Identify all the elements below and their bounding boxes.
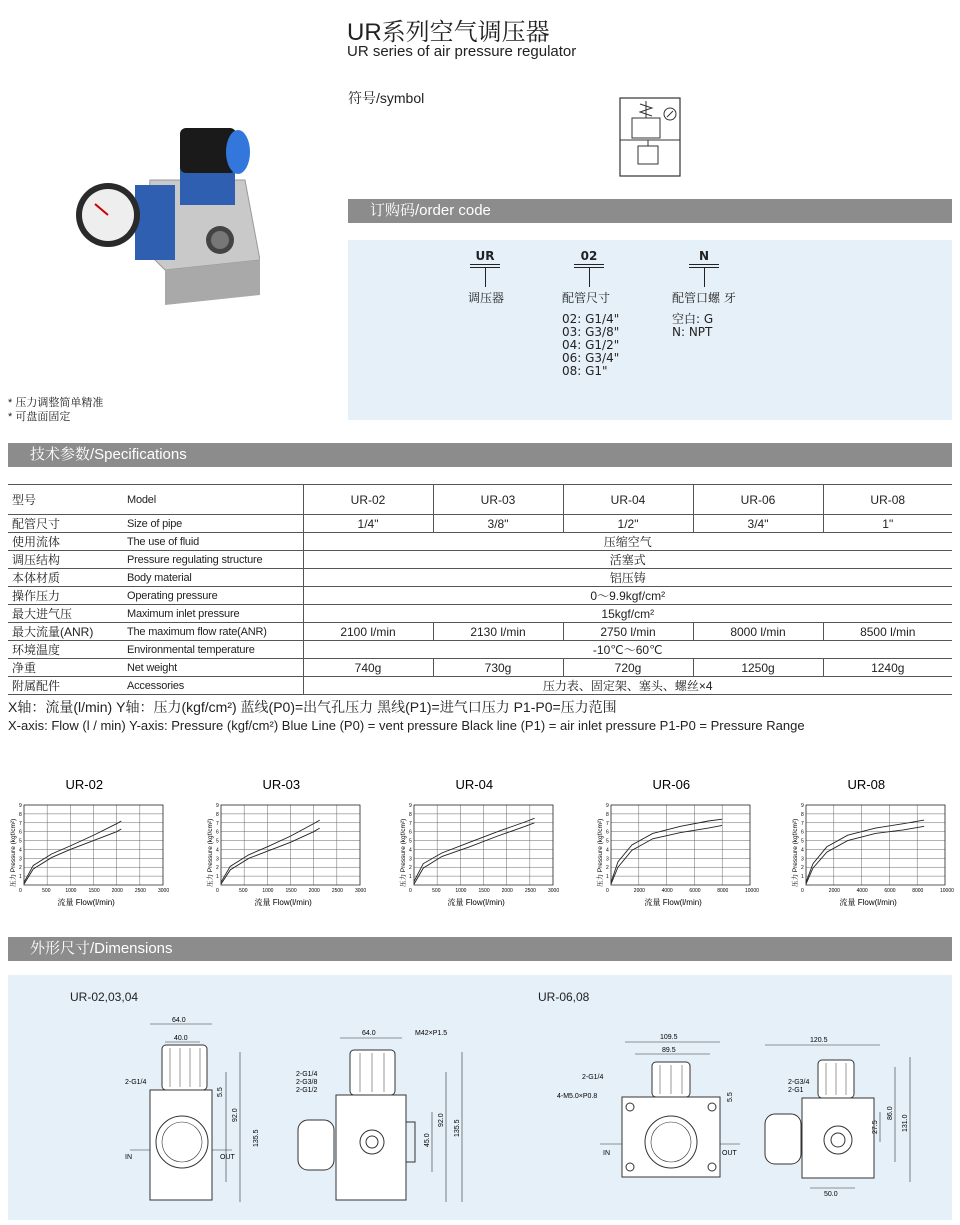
y-tick-label: 9 [409, 803, 412, 809]
x-tick-label: 500 [42, 888, 51, 894]
spec-label-cn: 使用流体 [8, 533, 123, 551]
series-line [24, 821, 121, 882]
spec-value: 活塞式 [303, 551, 952, 569]
y-tick-label: 6 [801, 829, 804, 836]
y-tick-label: 6 [19, 829, 22, 836]
y-tick-label: 2 [409, 865, 412, 872]
spec-label-en: Body material [123, 569, 303, 587]
y-tick-label: 8 [606, 811, 609, 818]
spec-value: 0～9.9kgf/cm² [303, 587, 952, 605]
y-tick-label: 1 [216, 874, 219, 881]
x-tick-label: 2000 [308, 888, 320, 894]
dimensions-bar: 外形尺寸/Dimensions [8, 937, 952, 961]
feature-1: * 压力调整简单精准 [8, 397, 104, 409]
y-tick-label: 3 [606, 856, 609, 863]
x-tick-label: 8000 [912, 888, 924, 894]
model-ur-02: UR-02 [303, 485, 433, 515]
y-axis-label: 压力 Pressure (kgf/cm²) [207, 818, 214, 887]
y-tick-label: 3 [409, 856, 412, 863]
spec-label-en: Environmental temperature [123, 641, 303, 659]
y-tick-label: 2 [801, 865, 804, 872]
label-out-d1: OUT [220, 1154, 235, 1161]
code-underline [574, 264, 604, 265]
flow-chart [8, 775, 183, 915]
y-tick-label: 7 [216, 820, 219, 827]
x-tick-label: 1500 [285, 888, 297, 894]
symbol-label: 符号/symbol [348, 90, 425, 106]
x-tick-label: 2500 [524, 888, 536, 894]
y-tick-label: 2 [606, 865, 609, 872]
spec-value: 压力表、固定架、塞头、螺丝×4 [303, 677, 952, 695]
plot-frame [806, 805, 945, 885]
spec-row [8, 515, 952, 533]
x-tick-label: 6000 [689, 888, 701, 894]
dim-port-d2-a: 2-G1/4 [296, 1071, 318, 1078]
code-stem [589, 267, 590, 287]
x-tick-label: 2000 [828, 888, 840, 894]
dim-label-left: UR-02,03,04 [70, 990, 139, 1004]
spec-label-cn: 附属配件 [8, 677, 123, 695]
spec-label-cn: 操作压力 [8, 587, 123, 605]
spec-value: 2130 l/min [433, 623, 563, 641]
order-code-thread: N [698, 249, 710, 263]
product-image [70, 120, 260, 310]
spec-value: 2750 l/min [563, 623, 693, 641]
order-options-size: 02: G1/4" 03: G3/8" 04: G1/2" 06: G3/4" 08: G1" [562, 312, 620, 378]
spec-label-en: Maximum inlet pressure [123, 605, 303, 623]
chart-title: UR-03 [262, 777, 301, 792]
dim-h-top-d1: 5.5 [217, 1087, 224, 1097]
spec-value: 8000 l/min [693, 623, 823, 641]
spec-value: 8500 l/min [823, 623, 952, 641]
model-ur-04: UR-04 [563, 485, 693, 515]
y-tick-label: 4 [19, 847, 22, 854]
y-tick-label: 5 [409, 838, 412, 845]
y-tick-label: 9 [606, 803, 609, 809]
drawing-ur-06-front [557, 1034, 740, 1177]
dim-screw-d3: 4-M5.0×P0.8 [557, 1093, 598, 1100]
spec-label-en: Accessories [123, 677, 303, 695]
x-axis-label: 流量 Flow(l/min) [447, 898, 505, 907]
x-tick-label: 2000 [501, 888, 513, 894]
y-tick-label: 5 [19, 838, 22, 845]
x-tick-label: 4000 [856, 888, 868, 894]
dim-port-d2-c: 2-G1/2 [296, 1087, 318, 1094]
x-tick-label: 10000 [940, 888, 954, 894]
spec-value: 2100 l/min [303, 623, 433, 641]
chart-title: UR-08 [847, 777, 886, 792]
x-axis-label: 流量 Flow(l/min) [254, 898, 312, 907]
x-tick-label: 500 [239, 888, 248, 894]
dim-w-d2: 64.0 [362, 1030, 376, 1037]
dim-w-inner: 40.0 [174, 1035, 188, 1042]
y-axis-label: 压力 Pressure (kgf/cm²) [10, 818, 17, 887]
order-label-regulator: 调压器 [468, 291, 505, 305]
spec-value: 3/4" [693, 515, 823, 533]
drawing-ur-02-front [125, 1017, 260, 1202]
x-tick-label: 0 [606, 888, 609, 894]
dim-h-c-d2: 135.5 [454, 1119, 461, 1137]
spec-value: 720g [563, 659, 693, 677]
order-label-size: 配管尺寸 [562, 291, 611, 305]
dimension-drawings [110, 1012, 950, 1217]
y-tick-label: 8 [19, 811, 22, 818]
x-tick-label: 0 [801, 888, 804, 894]
spec-label-cn: 配管尺寸 [8, 515, 123, 533]
y-axis-label: 压力 Pressure (kgf/cm²) [792, 818, 799, 887]
x-tick-label: 3000 [548, 888, 560, 894]
y-tick-label: 8 [409, 811, 412, 818]
code-stem [485, 267, 486, 287]
x-tick-label: 500 [432, 888, 441, 894]
spec-label-cn: 调压结构 [8, 551, 123, 569]
order-code-panel [348, 240, 952, 420]
spec-label-en: Net weight [123, 659, 303, 677]
series-line [221, 828, 320, 884]
y-tick-label: 9 [801, 803, 804, 809]
dim-h-b-d4: 86.0 [887, 1106, 894, 1120]
y-tick-label: 9 [19, 803, 22, 809]
flow-chart [205, 775, 380, 915]
order-code-size: 02 [580, 249, 598, 263]
x-axis-label: 流量 Flow(l/min) [644, 898, 702, 907]
x-tick-label: 1500 [478, 888, 490, 894]
series-line [806, 826, 924, 884]
y-tick-label: 4 [409, 847, 412, 854]
axis-note-en: X-axis: Flow (l / min) Y-axis: Pressure (kgf/cm²) Blue Line (P0) = vent pressure Black line (P1) = air inlet pressure P1-P0 = Pressure Range [8, 718, 805, 733]
y-tick-label: 6 [216, 829, 219, 836]
y-tick-label: 4 [216, 847, 219, 854]
x-tick-label: 1000 [65, 888, 77, 894]
y-tick-label: 5 [801, 838, 804, 845]
spec-label-en: Pressure regulating structure [123, 551, 303, 569]
page-title-en: UR series of air pressure regulator [347, 43, 577, 60]
spec-label-en: The use of fluid [123, 533, 303, 551]
spec-value: 1250g [693, 659, 823, 677]
dim-h-a-d4: 27.5 [872, 1120, 879, 1134]
spec-row [8, 677, 952, 695]
x-tick-label: 2000 [111, 888, 123, 894]
axis-note-cn: X轴：流量(l/min) Y轴：压力(kgf/cm²) 蓝线(P0)=出气孔压力 黑线(P1)=进气口压力 P1-P0=压力范围 [8, 699, 617, 715]
spec-value: 1/2" [563, 515, 693, 533]
x-tick-label: 0 [216, 888, 219, 894]
chart-title: UR-02 [65, 777, 104, 792]
y-tick-label: 1 [19, 874, 22, 881]
dim-port-d1: 2-G1/4 [125, 1079, 147, 1086]
spec-row [8, 533, 952, 551]
x-tick-label: 0 [19, 888, 22, 894]
spec-label-cn: 净重 [8, 659, 123, 677]
dim-w-outer: 64.0 [172, 1017, 186, 1024]
dim-h-top-d3: 5.5 [727, 1092, 734, 1102]
spec-label-en: The maximum flow rate(ANR) [123, 623, 303, 641]
spec-label-cn: 本体材质 [8, 569, 123, 587]
spec-row [8, 659, 952, 677]
spec-row [8, 641, 952, 659]
dim-port-d4-a: 2-G3/4 [788, 1079, 810, 1086]
spec-header-row [8, 485, 952, 515]
spec-value: 铝压铸 [303, 569, 952, 587]
spec-row [8, 623, 952, 641]
y-tick-label: 5 [216, 838, 219, 845]
y-tick-label: 1 [801, 874, 804, 881]
spec-label-cn: 环境温度 [8, 641, 123, 659]
flow-chart [398, 775, 573, 915]
spec-value: 1" [823, 515, 952, 533]
order-code-ur: UR [475, 249, 495, 263]
x-tick-label: 6000 [884, 888, 896, 894]
y-tick-label: 2 [19, 865, 22, 872]
series-line [221, 820, 320, 882]
chart-title: UR-06 [652, 777, 691, 792]
x-tick-label: 4000 [661, 888, 673, 894]
spec-row [8, 587, 952, 605]
chart-title: UR-04 [455, 777, 494, 792]
code-stem [704, 267, 705, 287]
y-tick-label: 2 [216, 865, 219, 872]
model-ur-06: UR-06 [693, 485, 823, 515]
regulator-symbol [618, 96, 682, 178]
y-axis-label: 压力 Pressure (kgf/cm²) [400, 818, 407, 887]
x-tick-label: 1500 [88, 888, 100, 894]
dim-h-b-d2: 92.0 [438, 1113, 445, 1127]
spec-table [8, 484, 952, 695]
dim-label-right: UR-06,08 [538, 990, 590, 1004]
dim-thread-d2: M42×P1.5 [415, 1030, 448, 1037]
x-tick-label: 10000 [745, 888, 759, 894]
y-axis-label: 压力 Pressure (kgf/cm²) [597, 818, 604, 887]
drawing-ur-02-side [296, 1030, 462, 1202]
feature-2: * 可盘面固定 [8, 411, 71, 423]
code-underline [470, 264, 500, 265]
flow-chart [595, 775, 770, 915]
dim-port-d3: 2-G1/4 [582, 1074, 604, 1081]
y-tick-label: 8 [801, 811, 804, 818]
spec-row [8, 605, 952, 623]
y-tick-label: 6 [606, 829, 609, 836]
label-in-d1: IN [125, 1154, 132, 1161]
dim-w-bottom-d4: 50.0 [824, 1191, 838, 1198]
label-out-d3: OUT [722, 1150, 737, 1157]
dim-h-total-d1: 135.5 [253, 1129, 260, 1147]
series-line [414, 823, 534, 884]
spec-header-cn: 型号 [8, 485, 123, 515]
series-line [24, 829, 121, 884]
label-in-d3: IN [603, 1150, 610, 1157]
page-title-cn: UR系列空气调压器 [347, 19, 550, 46]
spec-label-en: Size of pipe [123, 515, 303, 533]
y-tick-label: 7 [409, 820, 412, 827]
x-tick-label: 0 [409, 888, 412, 894]
spec-label-en: Operating pressure [123, 587, 303, 605]
y-tick-label: 5 [606, 838, 609, 845]
x-tick-label: 2500 [134, 888, 146, 894]
y-tick-label: 7 [19, 820, 22, 827]
dim-h-mid-d1: 92.0 [232, 1108, 239, 1122]
spec-header-en: Model [123, 485, 303, 515]
dim-w-d4: 120.5 [810, 1037, 828, 1044]
y-tick-label: 7 [606, 820, 609, 827]
x-tick-label: 1000 [262, 888, 274, 894]
spec-value: 15kgf/cm² [303, 605, 952, 623]
model-ur-03: UR-03 [433, 485, 563, 515]
spec-value: 3/8" [433, 515, 563, 533]
dim-port-d2-b: 2-G3/8 [296, 1079, 318, 1086]
spec-row [8, 551, 952, 569]
spec-label-cn: 最大进气压 [8, 605, 123, 623]
specs-bar: 技术参数/Specifications [8, 443, 952, 467]
y-tick-label: 3 [216, 856, 219, 863]
x-tick-label: 1000 [455, 888, 467, 894]
spec-value: 740g [303, 659, 433, 677]
order-label-thread: 配管口螺 牙 [672, 291, 736, 305]
y-tick-label: 1 [606, 874, 609, 881]
spec-value: 1/4" [303, 515, 433, 533]
y-tick-label: 4 [801, 847, 804, 854]
dim-h-c-d4: 131.0 [902, 1114, 909, 1132]
x-tick-label: 2500 [331, 888, 343, 894]
model-ur-08: UR-08 [823, 485, 952, 515]
flow-chart [790, 775, 960, 915]
code-underline [689, 264, 719, 265]
y-tick-label: 3 [801, 856, 804, 863]
spec-label-cn: 最大流量(ANR) [8, 623, 123, 641]
dim-w-outer-d3: 109.5 [660, 1034, 678, 1041]
x-axis-label: 流量 Flow(l/min) [839, 898, 897, 907]
spec-value: 1240g [823, 659, 952, 677]
x-tick-label: 3000 [355, 888, 367, 894]
x-tick-label: 3000 [158, 888, 170, 894]
spec-value: -10℃～60℃ [303, 641, 952, 659]
y-tick-label: 8 [216, 811, 219, 818]
x-axis-label: 流量 Flow(l/min) [57, 898, 115, 907]
order-options-thread: 空白: G N: NPT [672, 312, 714, 339]
y-tick-label: 3 [19, 856, 22, 863]
y-tick-label: 1 [409, 874, 412, 881]
y-tick-label: 4 [606, 847, 609, 854]
drawing-ur-06-side [765, 1037, 910, 1198]
spec-value: 730g [433, 659, 563, 677]
y-tick-label: 9 [216, 803, 219, 809]
y-tick-label: 6 [409, 829, 412, 836]
y-tick-label: 7 [801, 820, 804, 827]
x-tick-label: 2000 [633, 888, 645, 894]
dim-h-a-d2: 45.0 [424, 1133, 431, 1147]
x-tick-label: 8000 [717, 888, 729, 894]
series-line [414, 818, 534, 881]
order-code-bar: 订购码/order code [348, 199, 952, 223]
dim-w-inner-d3: 89.5 [662, 1047, 676, 1054]
spec-value: 压缩空气 [303, 533, 952, 551]
dim-port-d4-b: 2-G1 [788, 1087, 804, 1094]
spec-row [8, 569, 952, 587]
